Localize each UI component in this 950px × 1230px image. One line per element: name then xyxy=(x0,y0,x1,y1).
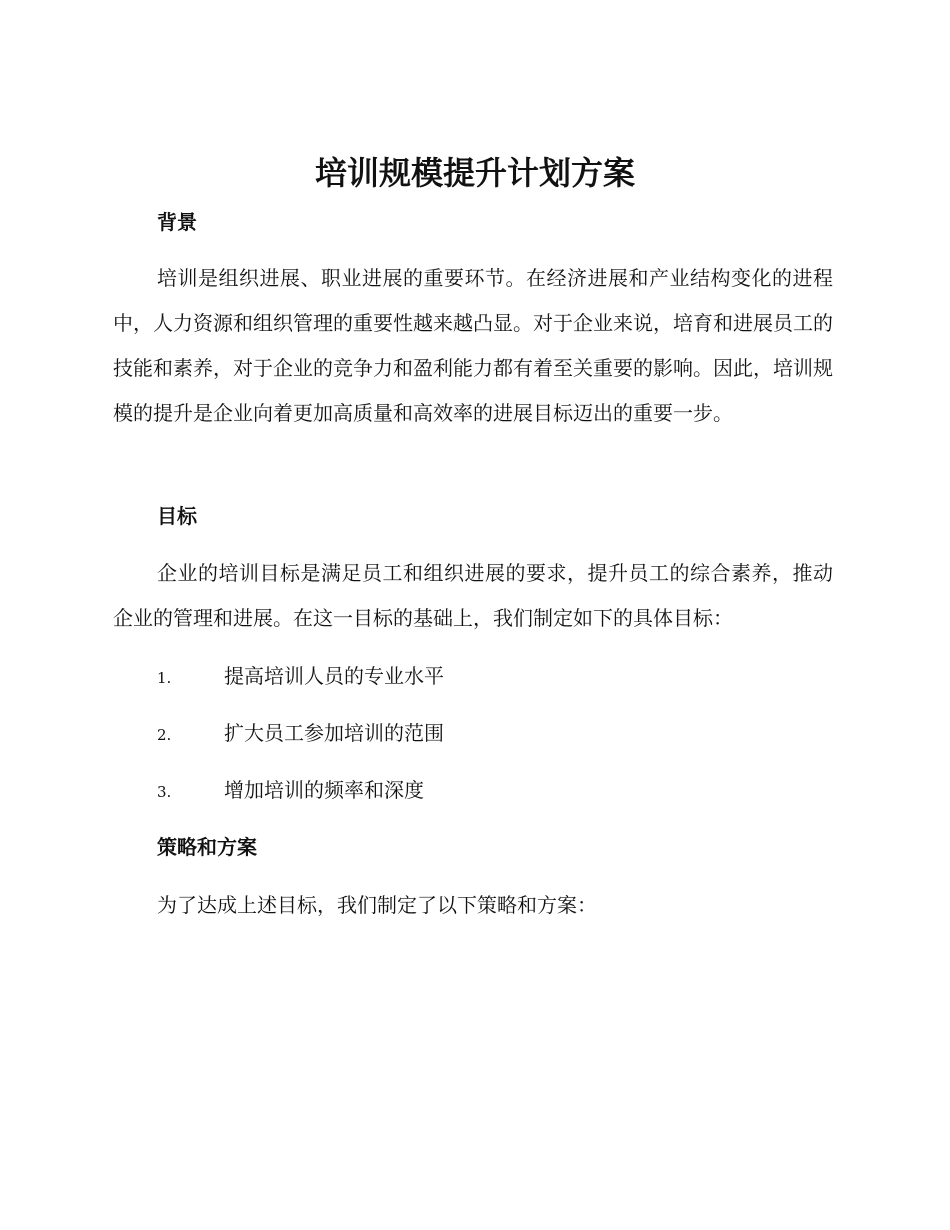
goal-list-text: 扩大员工参加培训的范围 xyxy=(224,721,444,745)
section-heading-goals: 目标 xyxy=(157,504,197,528)
document-title: 培训规模提升计划方案 xyxy=(314,154,635,192)
goal-list-text: 提高培训人员的专业水平 xyxy=(224,664,444,688)
goal-list-text: 增加培训的频率和深度 xyxy=(224,778,424,802)
goal-list-number: 3. xyxy=(157,783,172,801)
goal-list-number: 1. xyxy=(157,669,172,687)
strategy-paragraph: 为了达成上述目标，我们制定了以下策略和方案： xyxy=(157,893,597,917)
goal-list-number: 2. xyxy=(157,726,172,744)
background-paragraph: 培训是组织进展、职业进展的重要环节。在经济进展和产业结构变化的进程中，人力资源和组织管理的重要性越来越凸显。对于企业来说，培育和进展员工的技能和素养，对于企业的竞争力和盈利能力都有着至关重要的影响。因此，培训规模的提升是企业向着更加高质量和高效率的进展目标迈出的重要一步。 xyxy=(113,266,833,425)
goals-paragraph: 企业的培训目标是满足员工和组织进展的要求，提升员工的综合素养，推动企业的管理和进展。在这一目标的基础上，我们制定如下的具体目标： xyxy=(113,561,833,630)
section-heading-background: 背景 xyxy=(157,210,197,234)
section-heading-strategy: 策略和方案 xyxy=(157,835,257,859)
